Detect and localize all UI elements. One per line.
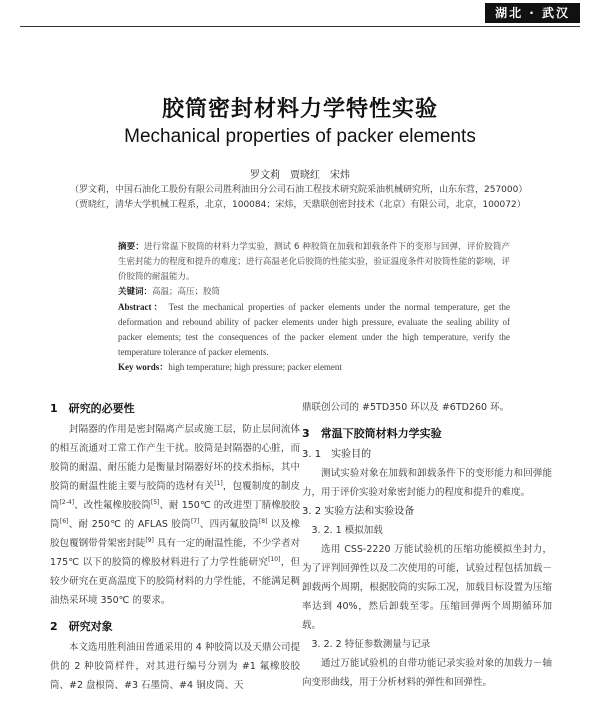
right-column <box>302 398 552 692</box>
section-2-heading: 2 研究对象 <box>50 620 113 633</box>
section-3-2-2-paragraph: 通过万能试验机的自带功能记录实验对象的加载力－轴向变形曲线，用于分析材料的弹性和回弹性。 <box>302 658 552 688</box>
section-3-1-heading: 3. 1 实验目的 <box>302 449 372 460</box>
authors: 罗文莉 贾晓红 宋炜 <box>250 170 350 181</box>
abstract-cn-text: 进行常温下胶筒的材料力学实验，测试 6 种胶筒在加载和卸载条件下的变形与回弹，评价胶筒产生密封能力的程度和提升的难度；进行高温老化后胶筒的性能实验，验证温度条件对胶筒性能的影响，评价胶筒的耐温能力。 <box>118 242 510 282</box>
abstract-en-label: Abstract： <box>118 302 165 312</box>
section-1-paragraph: 封隔器的作用是密封隔离产层或施工层，防止层间流体的相互流通对工常工作产生干扰。胶筒是封隔器的心脏，而胶筒的耐温、耐压能力是衡量封隔器好坏的技术指标，其中胶筒的耐温性能主要与胶筒的选材有关[1]，包覆制度的制皮筒[2-4]、改性氟橡胶胶筒[5]、耐 150℃ 的改进型丁腈橡胶胶筒[6]、耐 250℃ 的 AFLAS 胶筒[7]、四丙氟胶筒[8] 以及橡胶包覆钢带骨架密封陡[9] 具有一定的耐温性能，不少学者对 175℃ 以下的胶筒的橡胶材料进行了力学性能研究[10]，但较少研究在更高温度下的胶筒材料的力学性能，不能满足稠油热采环境 350℃ 的要求。 <box>50 424 300 606</box>
keywords-en <box>118 360 510 375</box>
keywords-cn <box>118 285 510 300</box>
title-chinese: 胶筒密封材料力学特性实验 <box>161 97 438 122</box>
abstract-cn-label: 摘要： <box>118 242 144 252</box>
abstract-en-text: Test the mechanical properties of packer elements under the normal temperature, get the deformation and rebound ability of packer elements under high pressure, evaluate the sealing ability of packer elements; test the consequences of the packer element under the high temperature, verify the temperature tolerance of packer elements. <box>118 302 510 357</box>
section-3-heading: 3 常温下胶筒材料力学实验 <box>302 427 442 440</box>
left-column <box>50 398 300 695</box>
section-1-heading: 1 研究的必要性 <box>50 402 135 415</box>
abstract-en <box>118 300 510 360</box>
abstract-cn <box>118 240 510 285</box>
affiliation-1: （罗文莉，中国石油化工股份有限公司胜利油田分公司石油工程技术研究院采油机械研究所，山东东营，257000） <box>70 185 528 195</box>
keywords-en-label: Key words： <box>118 362 169 372</box>
section-tag: 湖北 · 武汉 <box>485 3 580 23</box>
section-3-2-1-paragraph: 选用 CSS-2220 万能试验机的压缩功能模拟坐封力，为了评判回弹性以及二次使用的可能，试验过程包括加载－卸载两个周期，根据胶筒的实际工况，加载目标设置为压缩率达到 40%，然后卸载至零。压缩回弹两个周期循环加载。 <box>302 544 552 631</box>
keywords-cn-text: 高温；高压；胶筒 <box>152 287 221 297</box>
section-2-paragraph: 本文选用胜利油田普通采用的 4 种胶筒以及天鼎公司提供的 2 种胶筒样件，对其进行编号分别为 #1 氟橡胶胶筒、#2 盘根筒、#3 石墨筒、#4 铜皮筒、天 <box>50 642 300 691</box>
continued-paragraph: 鼎联创公司的 #5TD350 环以及 #6TD260 环。 <box>302 402 510 413</box>
keywords-en-text: high temperature; high pressure; packer element <box>168 362 342 372</box>
abstract-block <box>118 240 510 375</box>
header-bar <box>0 0 600 28</box>
section-3-1-paragraph: 测试实验对象在加载和卸载条件下的变形能力和回弹能力，用于评价实验对象密封能力的程度和提升的难度。 <box>302 468 552 498</box>
section-3-2-heading: 3. 2 实验方法和实验设备 <box>302 506 415 517</box>
section-3-2-2-heading: 3. 2. 2 特征参数测量与记录 <box>311 639 431 650</box>
affiliation-2: （贾晓红，清华大学机械工程系，北京，100084；宋炜，天鼎联创密封技术（北京）有限公司，北京，100072） <box>70 200 526 210</box>
keywords-cn-label: 关键词： <box>118 287 153 297</box>
section-3-2-1-heading: 3. 2. 1 模拟加载 <box>311 525 383 536</box>
header-rule <box>20 26 580 27</box>
title-english: Mechanical properties of packer elements <box>124 126 476 147</box>
